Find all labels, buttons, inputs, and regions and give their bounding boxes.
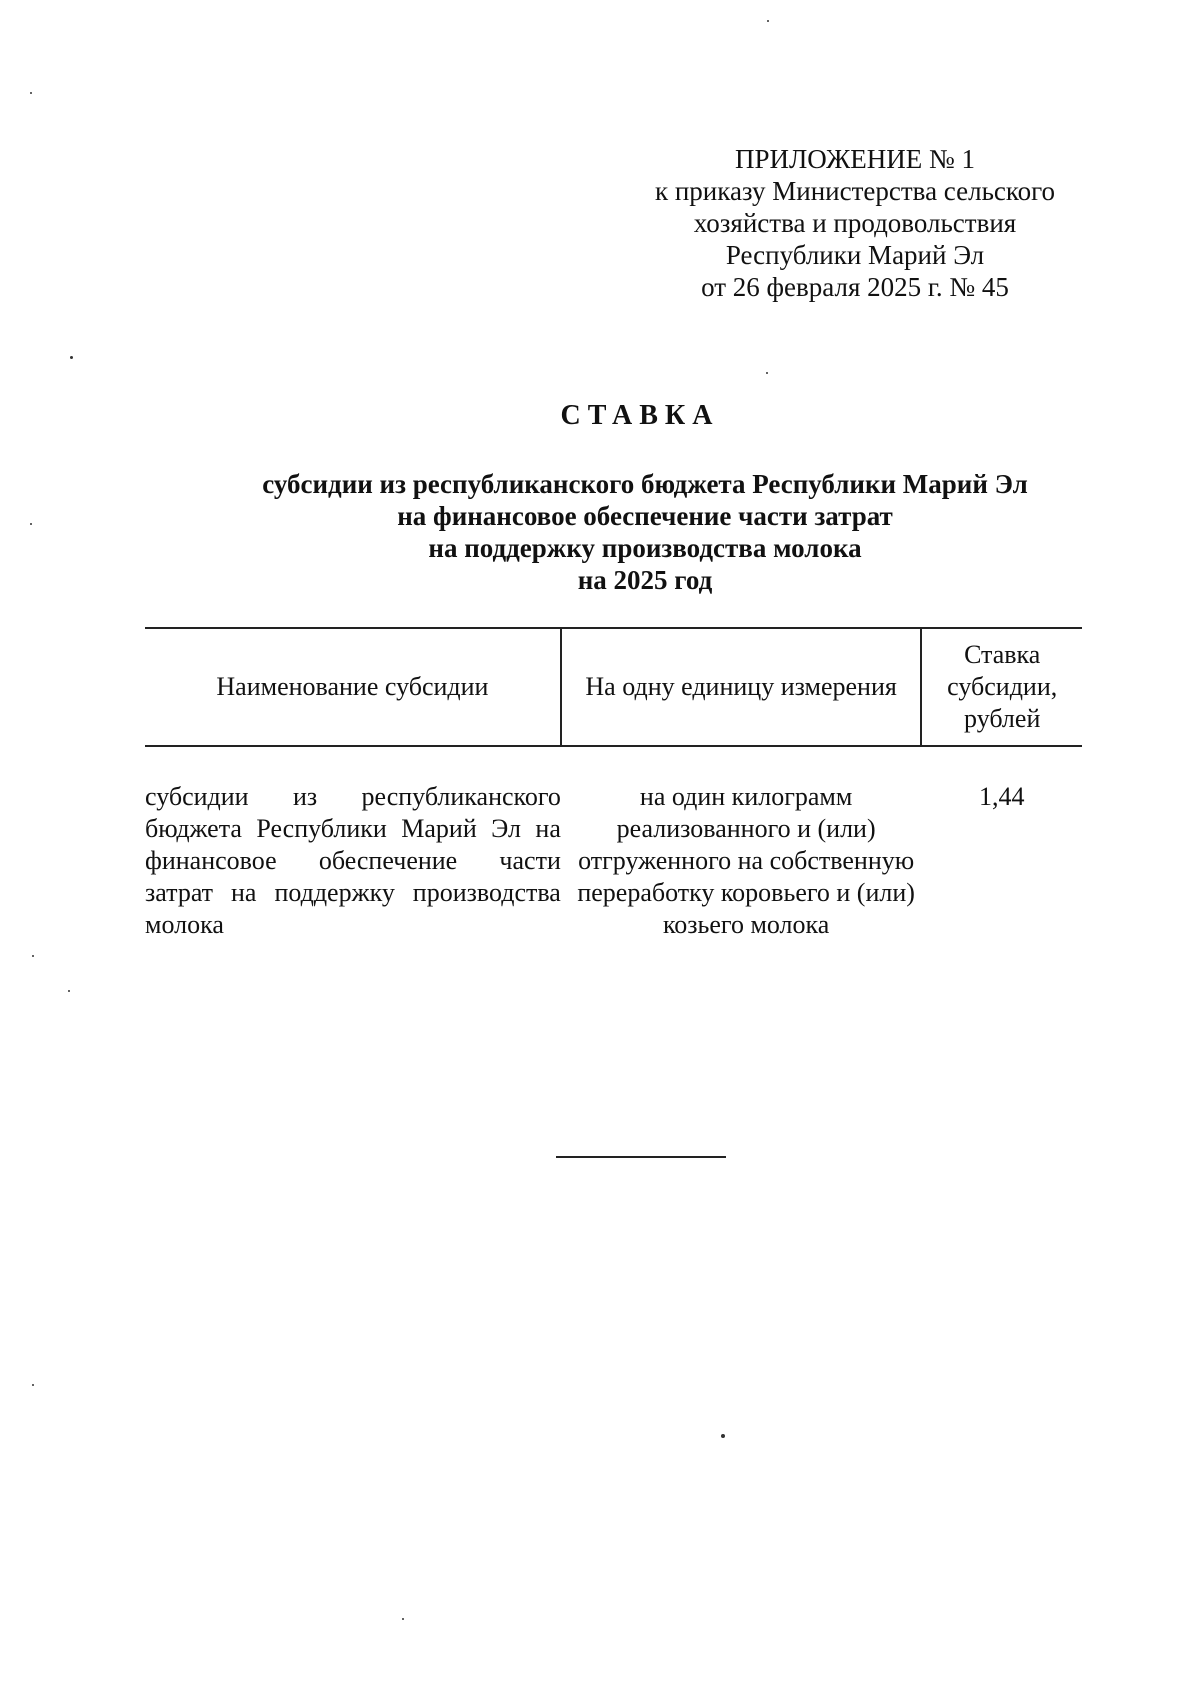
- unit-cell: на один килограмм реализованного и (или) отгруженного на собственную переработку коровьего и (или) козьего молока: [577, 782, 915, 939]
- approval-block: [620, 143, 1090, 303]
- subsidy-rate-table: [145, 627, 1082, 942]
- end-rule-divider: [556, 1156, 726, 1158]
- scan-speck: [32, 1384, 34, 1386]
- rate-cell: 1,44: [978, 782, 1025, 811]
- subtitle-line: на финансовое обеспечение части затрат: [397, 501, 893, 531]
- ministry-name: хозяйства и продовольствия: [693, 208, 1017, 238]
- subtitle-year: на 2025 год: [577, 565, 713, 595]
- scan-speck: [721, 1434, 725, 1438]
- scan-speck: [402, 1618, 404, 1620]
- scan-speck: [32, 955, 34, 957]
- subtitle-line: на поддержку производства молока: [428, 533, 862, 563]
- scan-speck: [30, 92, 32, 94]
- table-row: [145, 746, 1082, 942]
- header-rate: Ставка субсидии, рублей: [921, 628, 1082, 746]
- subtitle-line: субсидии из республиканского бюджета Республики Марий Эл: [262, 469, 1028, 499]
- subsidy-name-cell: субсидии из республиканского бюджета Республики Марий Эл на финансовое обеспечение части затрат на поддержку производства молока: [145, 782, 561, 939]
- republic-name: Республики Марий Эл: [725, 240, 985, 270]
- scan-speck: [70, 356, 73, 359]
- appendix-number: ПРИЛОЖЕНИЕ № 1: [734, 144, 976, 174]
- header-unit: На одну единицу измерения: [561, 628, 922, 746]
- header-subsidy-name: Наименование субсидии: [145, 628, 561, 746]
- document-title: СТАВКА: [560, 400, 720, 431]
- table-header-row: [145, 628, 1082, 746]
- scan-speck: [766, 372, 768, 374]
- document-subtitle: [150, 468, 1140, 596]
- scan-speck: [767, 20, 769, 22]
- order-date: от 26 февраля 2025 г. № 45: [701, 272, 1009, 302]
- scan-speck: [30, 523, 32, 525]
- scan-speck: [68, 990, 70, 992]
- order-reference: к приказу Министерства сельского: [654, 176, 1056, 206]
